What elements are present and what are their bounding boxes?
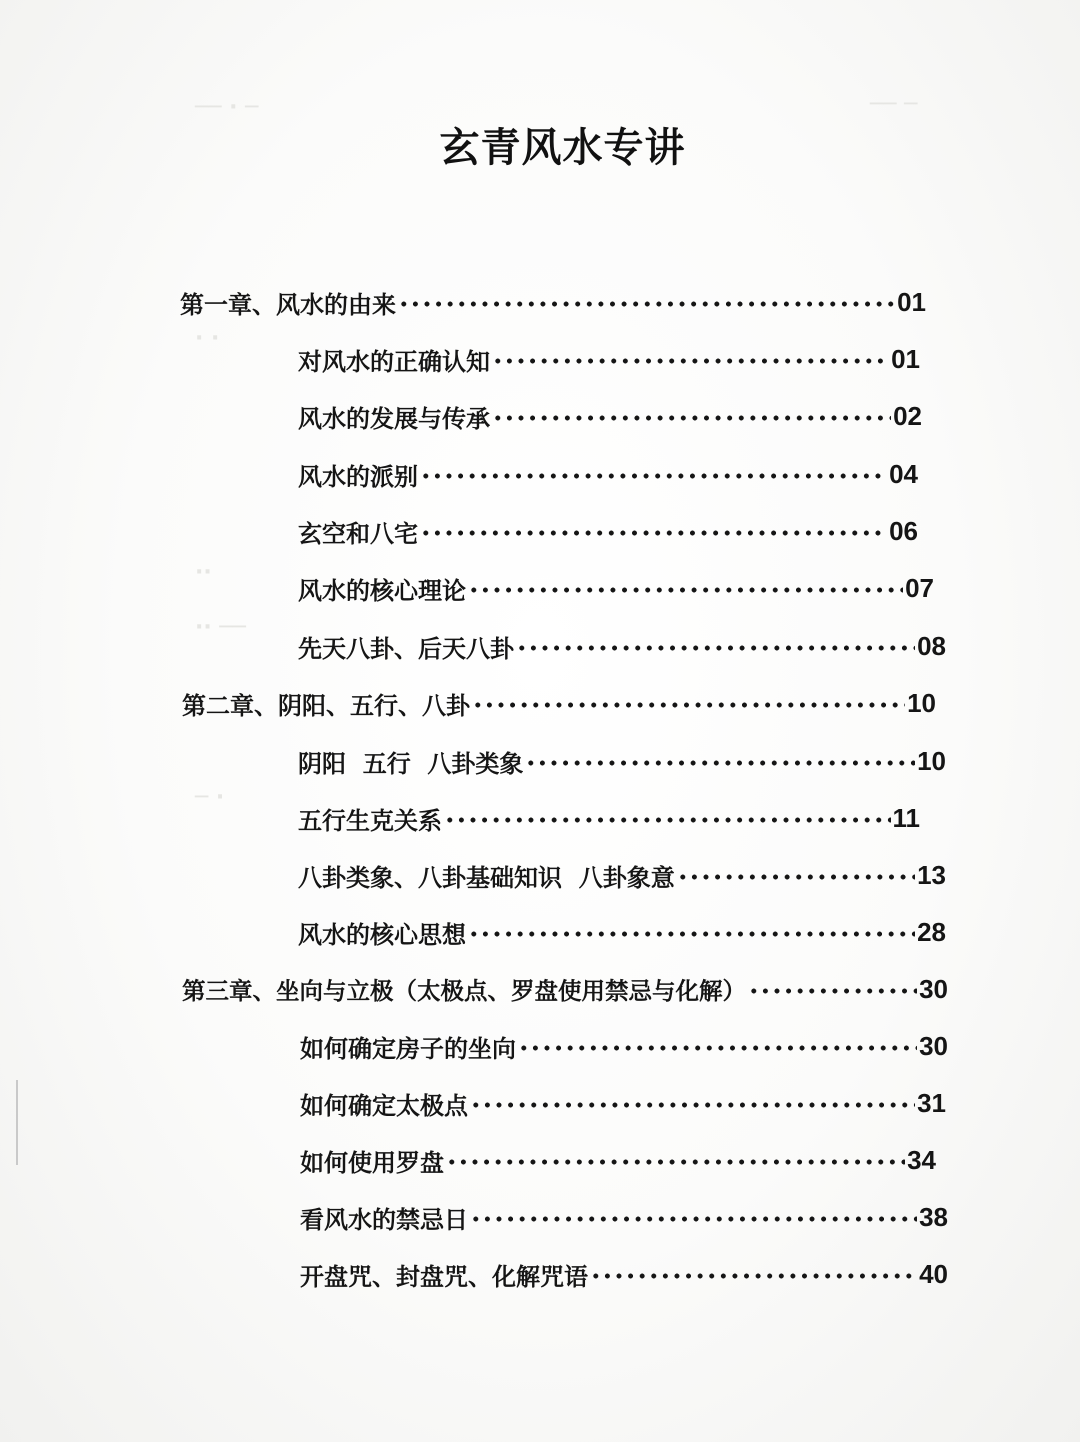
toc-dot-leader	[492, 357, 889, 365]
toc-entry-section	[298, 741, 946, 781]
toc-dot-leader	[748, 987, 917, 995]
toc-entry-label: 风水的核心理论	[298, 576, 466, 605]
toc-entry-chapter	[182, 969, 948, 1009]
toc-page-number: 06	[889, 515, 918, 546]
toc-dot-leader	[468, 930, 915, 938]
toc-entry-section	[298, 511, 918, 551]
toc-page-number: 13	[917, 859, 946, 890]
toc-entry-chapter	[180, 282, 926, 322]
toc-page-number: 04	[889, 458, 918, 489]
toc-entry-section	[300, 1083, 946, 1123]
toc-page-number: 01	[891, 343, 920, 374]
toc-page-number: 10	[917, 745, 946, 776]
bleed-through-mark: ··	[195, 560, 212, 585]
toc-dot-leader	[398, 300, 895, 308]
toc-entry-section	[298, 568, 934, 608]
toc-entry-label: 八卦类象、八卦基础知识 八卦象意	[298, 863, 675, 892]
toc-entry-section	[300, 1197, 948, 1237]
toc-page-number: 02	[893, 400, 922, 431]
toc-entry-section	[298, 798, 920, 838]
toc-page-number: 38	[919, 1201, 948, 1232]
toc-page-number: 30	[919, 1030, 948, 1061]
toc-entry-label: 风水的发展与传承	[298, 404, 490, 433]
toc-dot-leader	[420, 472, 887, 480]
toc-entry-chapter	[182, 683, 936, 723]
toc-entry-label: 如何确定太极点	[300, 1091, 468, 1120]
toc-page-number: 30	[919, 973, 948, 1004]
toc-entry-section	[298, 396, 922, 436]
toc-entry-section	[298, 855, 946, 895]
toc-entry-section	[298, 912, 946, 952]
scan-margin-line	[16, 1080, 18, 1165]
toc-entry-section	[300, 1026, 948, 1066]
toc-dot-leader	[518, 1044, 917, 1052]
document-title: 玄青风水专讲	[439, 125, 686, 171]
toc-entry-label: 玄空和八宅	[298, 519, 418, 548]
toc-entry-section	[300, 1140, 936, 1180]
toc-page-number: 40	[919, 1258, 948, 1289]
bleed-through-mark: · ·	[195, 326, 220, 351]
toc-dot-leader	[525, 759, 915, 767]
toc-entry-label: 风水的核心思想	[298, 920, 466, 949]
toc-page-number: 07	[905, 572, 934, 603]
toc-entry-label: 如何确定房子的坐向	[300, 1034, 516, 1063]
toc-page-number: 31	[917, 1087, 946, 1118]
toc-entry-label: 对风水的正确认知	[298, 347, 490, 376]
toc-entry-label: 第一章、风水的由来	[180, 290, 396, 319]
toc-entry-label: 开盘咒、封盘咒、化解咒语	[300, 1262, 588, 1291]
toc-dot-leader	[590, 1272, 917, 1280]
toc-dot-leader	[677, 873, 915, 881]
toc-page-number: 34	[907, 1144, 936, 1175]
toc-dot-leader	[420, 529, 887, 537]
toc-entry-label: 先天八卦、后天八卦	[298, 634, 514, 663]
bleed-through-mark: ── ─	[870, 92, 918, 117]
toc-dot-leader	[444, 816, 891, 824]
toc-entry-label: 风水的派别	[298, 462, 418, 491]
bleed-through-mark: ─ ·	[195, 785, 225, 810]
toc-page-number: 28	[917, 916, 946, 947]
toc-page-number: 01	[897, 286, 926, 317]
toc-entry-label: 如何使用罗盘	[300, 1148, 444, 1177]
toc-page-number: 08	[917, 630, 946, 661]
toc-page-number: 11	[892, 802, 920, 833]
toc-dot-leader	[516, 644, 915, 652]
toc-entry-section	[300, 1254, 948, 1294]
bleed-through-mark: ── · ─	[195, 95, 259, 120]
toc-entry-label: 第三章、坐向与立极（太极点、罗盘使用禁忌与化解）	[182, 977, 746, 1005]
toc-entry-label: 第二章、阴阳、五行、八卦	[182, 691, 470, 720]
toc-entry-label: 看风水的禁忌日	[300, 1205, 468, 1234]
toc-dot-leader	[492, 414, 891, 422]
toc-page-number: 10	[907, 687, 936, 718]
toc-dot-leader	[470, 1101, 915, 1109]
toc-dot-leader	[446, 1158, 905, 1166]
bleed-through-mark: ·· ──	[195, 615, 246, 640]
toc-dot-leader	[470, 1215, 917, 1223]
toc-entry-section	[298, 454, 918, 494]
toc-dot-leader	[468, 586, 903, 594]
toc-entry-label: 阴阳 五行 八卦类象	[298, 749, 524, 778]
toc-dot-leader	[472, 701, 905, 709]
toc-entry-label: 五行生克关系	[298, 806, 442, 835]
toc-entry-section	[298, 339, 920, 379]
toc-entry-section	[298, 626, 946, 666]
